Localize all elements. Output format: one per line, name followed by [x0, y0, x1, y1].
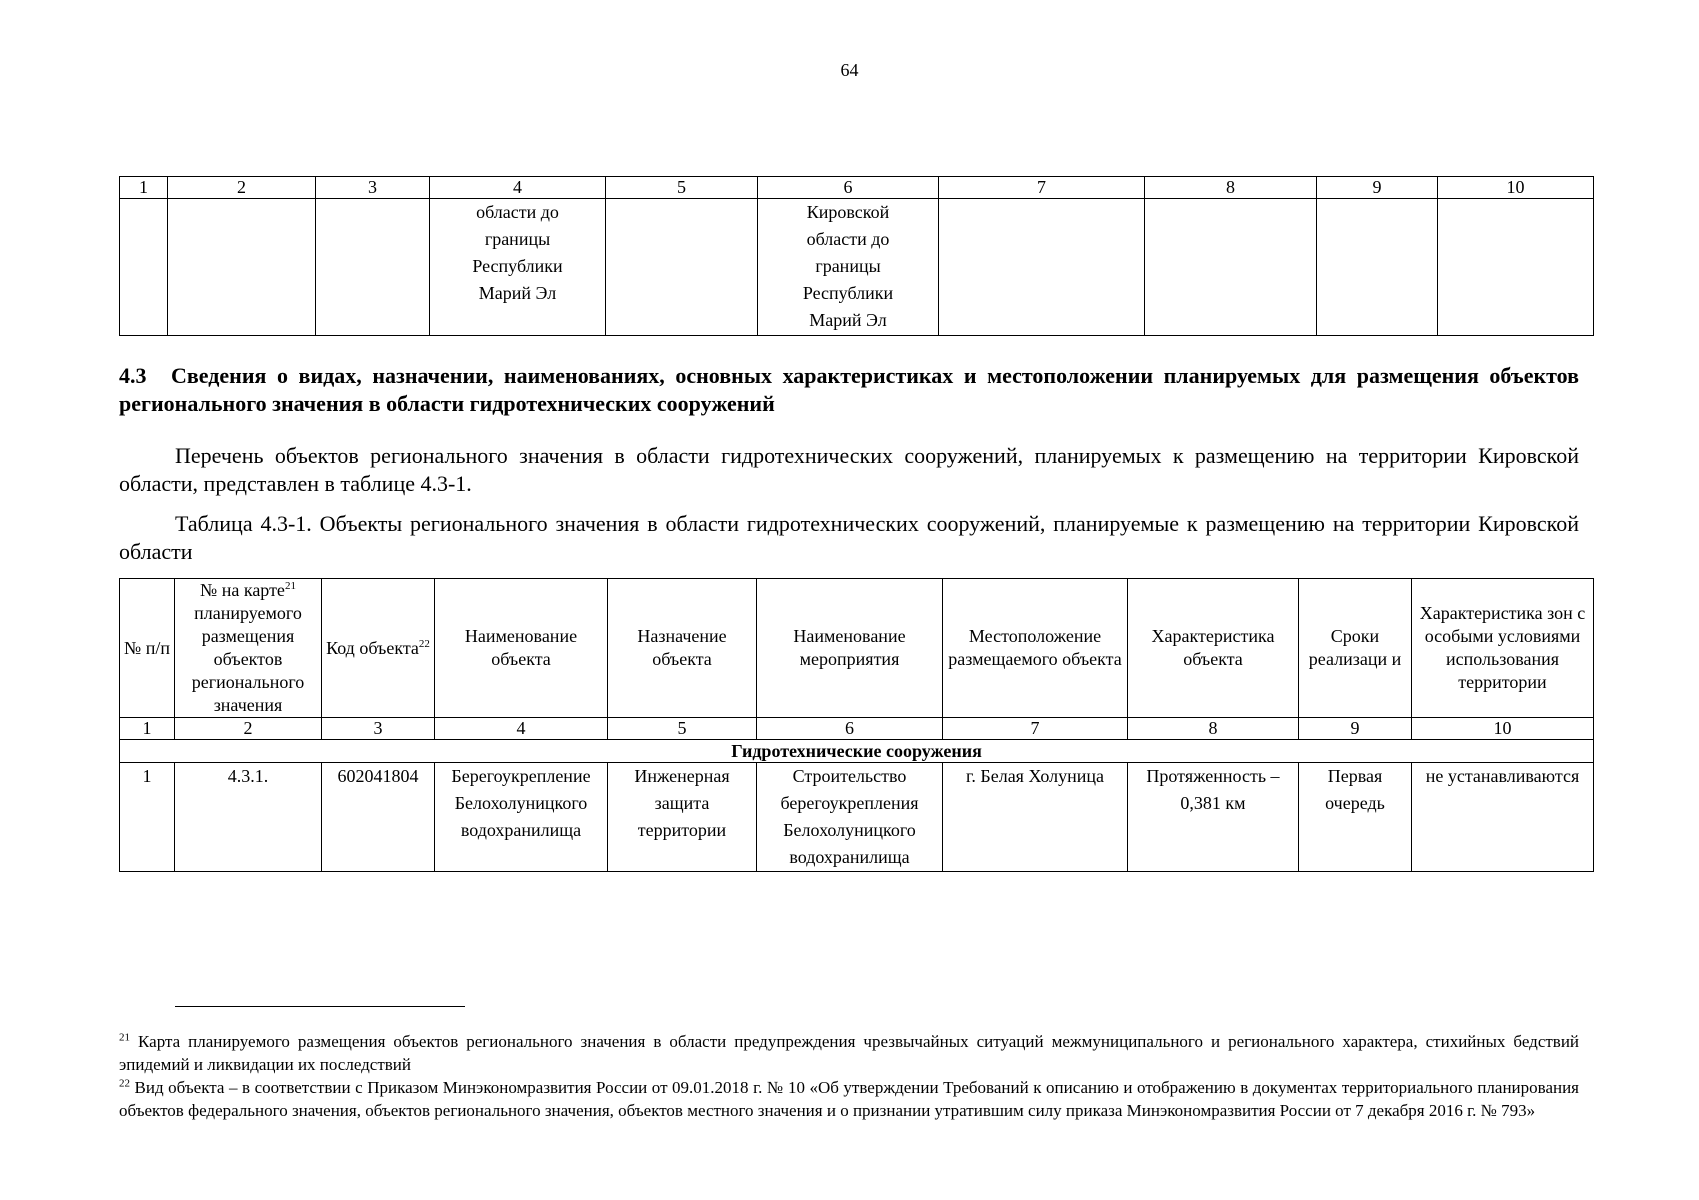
footnote-ref: 21	[284, 580, 296, 592]
column-number: 1	[120, 177, 168, 199]
column-number: 3	[322, 718, 435, 740]
header-cell-zones: Характеристика зон с особыми условиями использования территории	[1412, 579, 1594, 718]
table-cell	[430, 199, 606, 336]
paragraph-text: Перечень объектов регионального значения в области гидротехнических сооружений, планируемых к размещению на территории Кировской области, представлен в таблице 4.3-1.	[119, 443, 1579, 496]
column-number: 8	[1128, 718, 1299, 740]
header-cell-location: Местоположение размещаемого объекта	[943, 579, 1128, 718]
cell-code: 602041804	[322, 763, 435, 872]
objects-table	[119, 578, 1594, 872]
section-heading	[119, 362, 1579, 418]
column-number: 5	[606, 177, 758, 199]
cell-line: Республики	[472, 256, 563, 276]
column-number: 4	[435, 718, 608, 740]
table-cell	[758, 199, 939, 336]
footnote-mark: 21	[119, 1031, 130, 1044]
footnote	[119, 1076, 1579, 1122]
column-number: 9	[1317, 177, 1438, 199]
table-cell	[1145, 199, 1317, 336]
continuation-table	[119, 176, 1594, 336]
footnotes	[119, 1030, 1579, 1122]
cell-number: 1	[120, 763, 175, 872]
header-text: планируемого размещения объектов регионального значения	[191, 603, 305, 715]
cell-location: г. Белая Холуница	[943, 763, 1128, 872]
column-number: 4	[430, 177, 606, 199]
caption-text: Таблица 4.3-1. Объекты регионального значения в области гидротехнических сооружений, планируемые к размещению на территории Кировской области	[119, 511, 1579, 564]
header-cell-measure: Наименование мероприятия	[757, 579, 943, 718]
header-cell-map-number	[175, 579, 322, 718]
cell-map-number: 4.3.1.	[175, 763, 322, 872]
header-cell-characteristic: Характеристика объекта	[1128, 579, 1299, 718]
table-row	[120, 763, 1594, 872]
footnote-ref: 22	[418, 637, 430, 650]
column-number: 10	[1438, 177, 1594, 199]
cell-purpose: Инженерная защита территории	[608, 763, 757, 872]
header-cell-name: Наименование объекта	[435, 579, 608, 718]
column-number-row	[120, 718, 1594, 740]
cell-line: Кировской	[806, 202, 890, 222]
group-row	[120, 740, 1594, 763]
header-cell-number: № п/п	[120, 579, 175, 718]
header-text: Код объекта	[326, 637, 419, 658]
cell-line: границы	[815, 256, 881, 276]
column-number: 6	[757, 718, 943, 740]
footnote-divider	[175, 1006, 465, 1007]
column-number: 8	[1145, 177, 1317, 199]
table-cell	[1317, 199, 1438, 336]
column-number: 5	[608, 718, 757, 740]
cell-line: Марий Эл	[809, 310, 887, 330]
section-number: 4.3	[119, 363, 147, 388]
cell-characteristic: Протяженность – 0,381 км	[1128, 763, 1299, 872]
table-row	[120, 199, 1594, 336]
column-number: 6	[758, 177, 939, 199]
table-caption	[119, 510, 1579, 566]
table-cell	[606, 199, 758, 336]
column-number: 7	[939, 177, 1145, 199]
column-number: 2	[168, 177, 316, 199]
column-number: 1	[120, 718, 175, 740]
column-number: 3	[316, 177, 430, 199]
column-number: 2	[175, 718, 322, 740]
cell-measure: Строительство берегоукрепления Белохолуницкого водохранилища	[757, 763, 943, 872]
header-row	[120, 579, 1594, 718]
section-title: Сведения о видах, назначении, наименованиях, основных характеристиках и местоположении планируемых для размещения объектов регионального значения в области гидротехнических сооружений	[119, 363, 1579, 416]
header-text: № на карте	[200, 580, 285, 600]
table-cell	[316, 199, 430, 336]
footnote-text: Карта планируемого размещения объектов регионального значения в области предупреждения чрезвычайных ситуаций межмуниципального и регионального характера, стихийных бедствий эпидемий и ликвидации их последствий	[119, 1032, 1580, 1074]
header-cell-purpose: Назначение объекта	[608, 579, 757, 718]
table-cell	[939, 199, 1145, 336]
footnote-text: Вид объекта – в соответствии с Приказом Минэкономразвития России от 09.01.2018 г. № 10 «Об утверждении Требований к описанию и отображению в документах территориального планирования объектов федерального значения, объектов регионального значения, объектов местного значения и о признании утратившим силу приказа Минэкономразвития России от 7 декабря 2016 г. № 793»	[119, 1078, 1580, 1120]
column-number: 10	[1412, 718, 1594, 740]
table-cell	[120, 199, 168, 336]
cell-line: границы	[484, 229, 551, 249]
group-title: Гидротехнические сооружения	[120, 740, 1594, 763]
table-cell	[168, 199, 316, 336]
cell-line: области до	[806, 229, 890, 249]
cell-zones: не устанавливаются	[1412, 763, 1594, 872]
cell-name: Берегоукрепление Белохолуницкого водохранилища	[435, 763, 608, 872]
cell-terms: Первая очередь	[1299, 763, 1412, 872]
footnote	[119, 1030, 1579, 1076]
column-number: 9	[1299, 718, 1412, 740]
page-number: 64	[840, 60, 859, 80]
cell-line: Марий Эл	[478, 283, 557, 303]
column-number: 7	[943, 718, 1128, 740]
table-cell	[1438, 199, 1594, 336]
cell-line: области до	[476, 202, 559, 222]
cell-line: Республики	[802, 283, 894, 303]
column-number-row	[120, 177, 1594, 199]
intro-paragraph	[119, 442, 1579, 498]
header-cell-code	[322, 579, 435, 718]
footnote-mark: 22	[119, 1077, 130, 1090]
header-cell-terms: Сроки реализаци и	[1299, 579, 1412, 718]
